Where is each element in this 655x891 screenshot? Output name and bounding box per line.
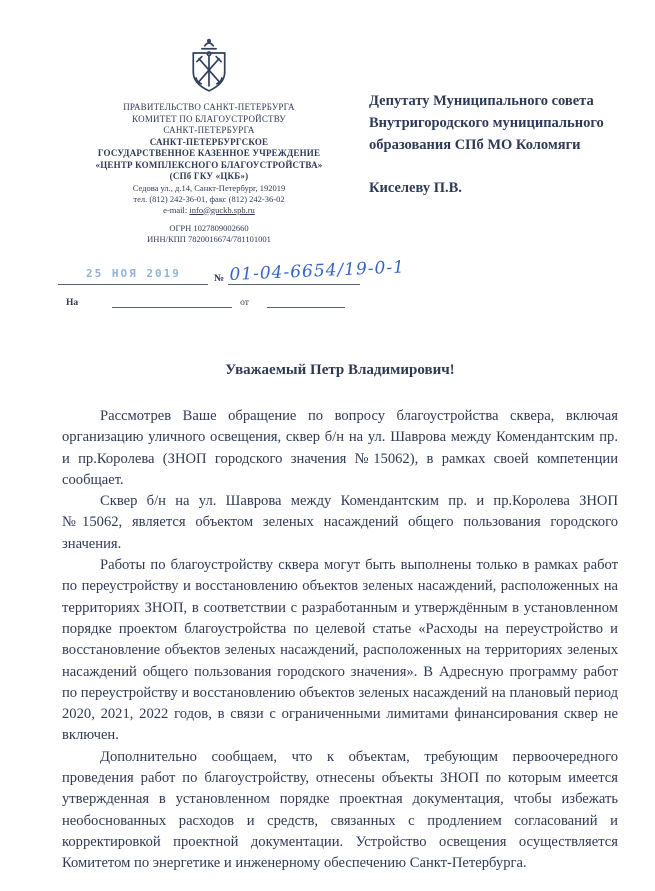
email-label: e-mail:	[163, 204, 190, 215]
na-label: На	[66, 297, 79, 308]
org-abbr-line: (СПб ГКУ «ЦКБ»)	[169, 171, 249, 181]
postal-address: Седова ул., д.14, Санкт-Петербург, 192019	[132, 182, 286, 193]
city-line: САНКТ-ПЕТЕРБУРГА	[163, 125, 255, 135]
body-paragraph: Сквер б/н на ул. Шаврова между Комендантским пр. и пр.Королева ЗНОП №15062, является объектом зеленых насаждений общего пользования городского значения.	[62, 493, 618, 552]
org-name-line: ГОСУДАРСТВЕННОЕ КАЗЕННОЕ УЧРЕЖДЕНИЕ	[97, 148, 321, 158]
recipient-title-line: Депутату Муниципального совета	[369, 93, 594, 109]
org-name-line: «ЦЕНТР КОМПЛЕКСНОГО БЛАГОУСТРОЙСТВА»	[95, 159, 323, 170]
inn-kpp-number: ИНН/КПП 7820016674/781101001	[147, 233, 271, 244]
reference-row	[58, 256, 406, 285]
recipient-name: Киселеву П.В.	[369, 180, 462, 196]
number-sign-label: №	[214, 272, 225, 284]
government-line: ПРАВИТЕЛЬСТВО САНКТ-ПЕТЕРБУРГА	[123, 102, 295, 112]
body-paragraph: Дополнительно сообщаем, что к объектам, требующим первоочередного проведения работ по благоустройству, отнесены объекты ЗНОП по которым имеется утвержденная в установленном порядке проектная документация, чтобы избежать необоснованных расходов и средств, связанных с продлением согласований и корректировкой проектной документации. Устройство освещения осуществляется Комитетом по энергетике и инженерному обеспечению Санкт-Петербурга.	[62, 748, 618, 872]
recipient-block	[369, 90, 647, 199]
committee-line: КОМИТЕТ ПО БЛАГОУСТРОЙСТВУ	[132, 113, 286, 124]
ot-label: от	[240, 297, 249, 308]
recipient-title-line: Внутригородского муниципального	[369, 115, 604, 131]
incoming-number-blank-line	[112, 295, 232, 308]
email-link[interactable]: info@guckb.spb.ru	[189, 204, 255, 215]
date-blank-line	[58, 262, 208, 285]
letter-body	[62, 406, 618, 875]
recipient-title-line: образования СПб МО Коломяги	[369, 137, 581, 153]
org-name-line: САНКТ-ПЕТЕРБУРГСКОЕ	[149, 136, 269, 147]
spb-coat-of-arms-icon	[186, 38, 232, 98]
date-stamp: 25 НОЯ 2019	[86, 266, 181, 280]
number-blank-line	[228, 256, 406, 285]
incoming-reference-row	[58, 294, 360, 308]
body-paragraph: Работы по благоустройству сквера могут быть выполнены только в рамках работ по переустройству и восстановлению объектов зеленых насаждений, расположенных на территориях ЗНОП, в соответствии с разработанным и утверждённым в установленном порядке проектом благоустройства по целевой статье «Расходы на переустройство и восстановление объектов зеленых насаждений, расположенных на территориях зеленых насаждений общего пользования городского значения». В Адресную программу работ по переустройству и восстановлению объектов зеленых насаждений на плановый период 2020, 2021, 2022 годов, в связи с ограниченными лимитами финансирования сквер не включен.	[62, 557, 618, 744]
incoming-date-blank-line	[267, 295, 345, 308]
ogrn-number: ОГРН 1027809002660	[169, 222, 249, 233]
phone-fax: тел. (812) 242-36-01, факс (812) 242-36-02	[133, 193, 285, 204]
letterhead	[58, 38, 406, 308]
body-paragraph: Рассмотрев Ваше обращение по вопросу благоустройства сквера, включая организацию уличного освещения, сквер б/н на ул. Шаврова между Комендантским пр. и пр.Королева (ЗНОП городского значения №15062), в рамках своей компетенции сообщает.	[62, 408, 618, 488]
salutation: Уважаемый Петр Владимирович!	[225, 362, 455, 378]
email-line	[58, 205, 360, 216]
handwritten-outgoing-number: 01-04-6654/19-0-1	[229, 256, 406, 285]
